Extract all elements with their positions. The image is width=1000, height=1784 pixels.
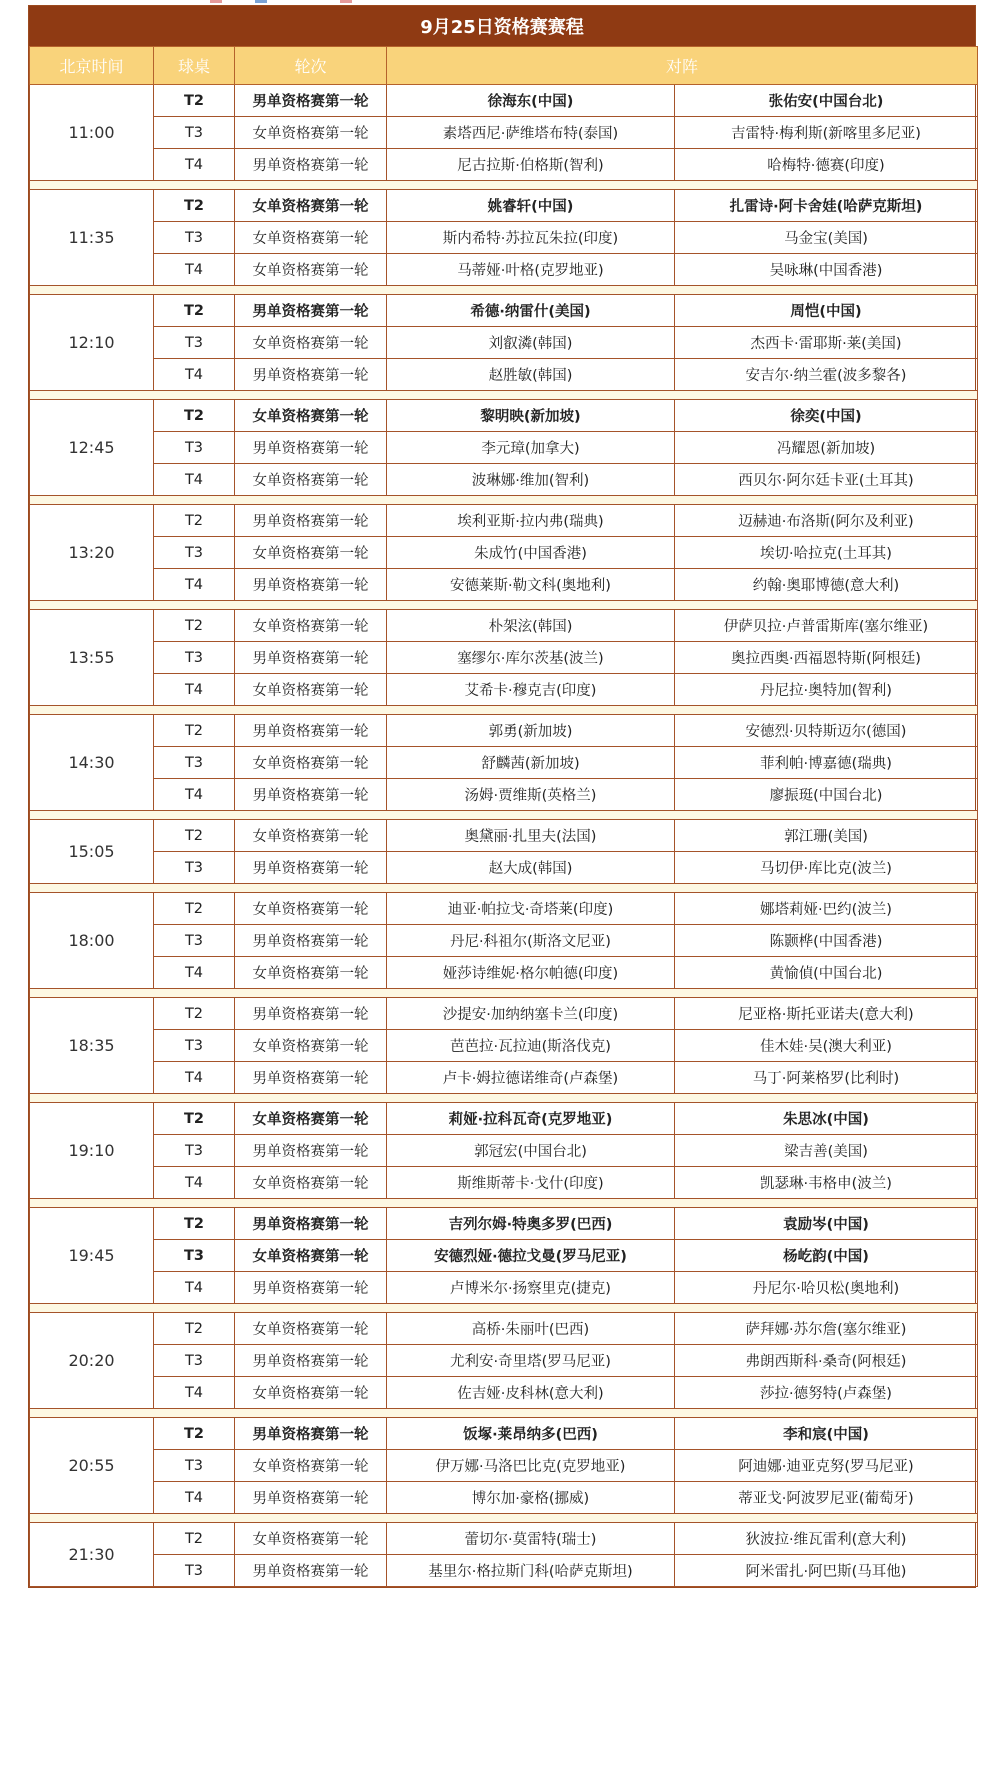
player-2: 莎拉·德努特(卢森堡) <box>675 1377 978 1409</box>
match-round: 女单资格赛第一轮 <box>235 957 387 989</box>
match-row <box>30 464 978 496</box>
match-row <box>30 222 978 254</box>
spacer-cell <box>30 286 978 295</box>
match-round: 女单资格赛第一轮 <box>235 1313 387 1345</box>
spacer-cell <box>30 1094 978 1103</box>
match-table: T2 <box>154 1523 235 1555</box>
player-1: 芭芭拉·瓦拉迪(斯洛伐克) <box>387 1030 675 1062</box>
player-1: 郭冠宏(中国台北) <box>387 1135 675 1167</box>
match-round: 女单资格赛第一轮 <box>235 117 387 149</box>
player-2: 徐奕(中国) <box>675 400 978 432</box>
match-row <box>30 295 978 327</box>
spacer-cell <box>30 706 978 715</box>
player-2: 约翰·奥耶博德(意大利) <box>675 569 978 601</box>
top-edge-marks <box>210 0 410 3</box>
spacer-cell <box>30 989 978 998</box>
match-round: 女单资格赛第一轮 <box>235 1523 387 1555</box>
schedule-body <box>30 85 978 1587</box>
match-round: 男单资格赛第一轮 <box>235 1482 387 1514</box>
group-spacer <box>30 884 978 893</box>
spacer-cell <box>30 1199 978 1208</box>
spacer-cell <box>30 181 978 190</box>
match-round: 女单资格赛第一轮 <box>235 1167 387 1199</box>
match-row <box>30 1523 978 1555</box>
player-2: 李和宸(中国) <box>675 1418 978 1450</box>
match-table: T3 <box>154 925 235 957</box>
match-row <box>30 190 978 222</box>
player-1: 娅莎诗维妮·格尔帕德(印度) <box>387 957 675 989</box>
match-round: 女单资格赛第一轮 <box>235 254 387 286</box>
match-row <box>30 1272 978 1304</box>
spacer-cell <box>30 811 978 820</box>
match-round: 女单资格赛第一轮 <box>235 400 387 432</box>
player-1: 塞缪尔·库尔茨基(波兰) <box>387 642 675 674</box>
player-1: 埃利亚斯·拉内弗(瑞典) <box>387 505 675 537</box>
match-round: 女单资格赛第一轮 <box>235 537 387 569</box>
player-2: 安吉尔·纳兰霍(波多黎各) <box>675 359 978 391</box>
match-table: T3 <box>154 1240 235 1272</box>
player-2: 黄愉偵(中国台北) <box>675 957 978 989</box>
match-row <box>30 569 978 601</box>
match-round: 男单资格赛第一轮 <box>235 359 387 391</box>
player-1: 斯内希特·苏拉瓦朱拉(印度) <box>387 222 675 254</box>
match-round: 女单资格赛第一轮 <box>235 893 387 925</box>
player-1: 朴架泫(韩国) <box>387 610 675 642</box>
spacer-cell <box>30 391 978 400</box>
player-1: 艾希卡·穆克吉(印度) <box>387 674 675 706</box>
player-2: 陈颢桦(中国香港) <box>675 925 978 957</box>
match-table: T4 <box>154 359 235 391</box>
match-table: T4 <box>154 1167 235 1199</box>
match-time: 11:00 <box>30 85 154 181</box>
match-table: T2 <box>154 715 235 747</box>
player-1: 黎明映(新加坡) <box>387 400 675 432</box>
match-table: T3 <box>154 747 235 779</box>
player-2: 奥拉西奥·西福恩特斯(阿根廷) <box>675 642 978 674</box>
player-1: 尤利安·奇里塔(罗马尼亚) <box>387 1345 675 1377</box>
match-round: 男单资格赛第一轮 <box>235 1555 387 1587</box>
player-2: 埃切·哈拉克(土耳其) <box>675 537 978 569</box>
spacer-cell <box>30 884 978 893</box>
match-row <box>30 85 978 117</box>
player-1: 舒麟茜(新加坡) <box>387 747 675 779</box>
match-table: T2 <box>154 400 235 432</box>
player-2: 哈梅特·德赛(印度) <box>675 149 978 181</box>
player-1: 朱成竹(中国香港) <box>387 537 675 569</box>
player-2: 菲利帕·博嘉德(瑞典) <box>675 747 978 779</box>
group-spacer <box>30 1304 978 1313</box>
player-2: 狄波拉·维瓦雷利(意大利) <box>675 1523 978 1555</box>
player-1: 卢卡·姆拉德诺维奇(卢森堡) <box>387 1062 675 1094</box>
player-1: 蕾切尔·莫雷特(瑞士) <box>387 1523 675 1555</box>
match-row <box>30 1030 978 1062</box>
header-table: 球桌 <box>154 47 235 85</box>
player-1: 李元璋(加拿大) <box>387 432 675 464</box>
match-table: T3 <box>154 222 235 254</box>
match-row <box>30 779 978 811</box>
match-row <box>30 642 978 674</box>
player-1: 丹尼·科祖尔(斯洛文尼亚) <box>387 925 675 957</box>
player-2: 马切伊·库比克(波兰) <box>675 852 978 884</box>
player-2: 佳木娃·吴(澳大利亚) <box>675 1030 978 1062</box>
match-round: 女单资格赛第一轮 <box>235 610 387 642</box>
match-row <box>30 537 978 569</box>
header-round: 轮次 <box>235 47 387 85</box>
player-2: 吉雷特·梅利斯(新喀里多尼亚) <box>675 117 978 149</box>
match-time: 13:20 <box>30 505 154 601</box>
player-2: 伊萨贝拉·卢普雷斯库(塞尔维亚) <box>675 610 978 642</box>
match-row <box>30 505 978 537</box>
match-table: T4 <box>154 149 235 181</box>
player-1: 尼古拉斯·伯格斯(智利) <box>387 149 675 181</box>
player-1: 沙提安·加纳纳塞卡兰(印度) <box>387 998 675 1030</box>
match-row <box>30 852 978 884</box>
spacer-cell <box>30 1304 978 1313</box>
match-table: T2 <box>154 85 235 117</box>
player-2: 袁励岑(中国) <box>675 1208 978 1240</box>
player-2: 朱思冰(中国) <box>675 1103 978 1135</box>
player-1: 吉列尔姆·特奥多罗(巴西) <box>387 1208 675 1240</box>
match-row <box>30 820 978 852</box>
player-2: 娜塔莉娅·巴约(波兰) <box>675 893 978 925</box>
match-row <box>30 610 978 642</box>
match-round: 男单资格赛第一轮 <box>235 85 387 117</box>
group-spacer <box>30 601 978 610</box>
spacer-cell <box>30 601 978 610</box>
player-2: 扎雷诗·阿卡舍娃(哈萨克斯坦) <box>675 190 978 222</box>
match-round: 女单资格赛第一轮 <box>235 222 387 254</box>
match-round: 男单资格赛第一轮 <box>235 779 387 811</box>
header-row <box>30 47 978 85</box>
player-2: 西贝尔·阿尔廷卡亚(土耳其) <box>675 464 978 496</box>
match-table: T4 <box>154 1377 235 1409</box>
group-spacer <box>30 1514 978 1523</box>
match-row <box>30 254 978 286</box>
header-time: 北京时间 <box>30 47 154 85</box>
match-row <box>30 327 978 359</box>
match-table: T3 <box>154 117 235 149</box>
match-time: 20:20 <box>30 1313 154 1409</box>
match-row <box>30 1555 978 1587</box>
group-spacer <box>30 706 978 715</box>
match-row <box>30 925 978 957</box>
match-table: T2 <box>154 1103 235 1135</box>
match-row <box>30 674 978 706</box>
match-table: T2 <box>154 190 235 222</box>
player-1: 赵大成(韩国) <box>387 852 675 884</box>
match-table: T4 <box>154 569 235 601</box>
spacer-cell <box>30 1514 978 1523</box>
match-time: 12:45 <box>30 400 154 496</box>
group-spacer <box>30 496 978 505</box>
group-spacer <box>30 1409 978 1418</box>
player-2: 阿米雷扎·阿巴斯(马耳他) <box>675 1555 978 1587</box>
match-row <box>30 747 978 779</box>
match-table: T3 <box>154 1555 235 1587</box>
player-1: 姚睿轩(中国) <box>387 190 675 222</box>
match-time: 21:30 <box>30 1523 154 1587</box>
match-round: 女单资格赛第一轮 <box>235 1030 387 1062</box>
schedule-table-container <box>28 5 976 1588</box>
player-1: 赵胜敏(韩国) <box>387 359 675 391</box>
match-table: T4 <box>154 1062 235 1094</box>
match-table: T2 <box>154 893 235 925</box>
match-round: 男单资格赛第一轮 <box>235 1345 387 1377</box>
match-table: T3 <box>154 642 235 674</box>
player-1: 徐海东(中国) <box>387 85 675 117</box>
match-round: 男单资格赛第一轮 <box>235 852 387 884</box>
match-round: 男单资格赛第一轮 <box>235 1062 387 1094</box>
player-1: 卢博米尔·扬察里克(捷克) <box>387 1272 675 1304</box>
match-round: 女单资格赛第一轮 <box>235 1450 387 1482</box>
player-1: 希德·纳雷什(美国) <box>387 295 675 327</box>
match-round: 女单资格赛第一轮 <box>235 674 387 706</box>
match-table: T2 <box>154 1418 235 1450</box>
match-round: 男单资格赛第一轮 <box>235 1135 387 1167</box>
player-2: 弗朗西斯科·桑奇(阿根廷) <box>675 1345 978 1377</box>
player-2: 梁吉善(美国) <box>675 1135 978 1167</box>
match-round: 男单资格赛第一轮 <box>235 149 387 181</box>
match-table: T2 <box>154 1313 235 1345</box>
match-table: T4 <box>154 1272 235 1304</box>
match-table: T2 <box>154 998 235 1030</box>
player-2: 迈赫迪·布洛斯(阿尔及利亚) <box>675 505 978 537</box>
match-table: T2 <box>154 505 235 537</box>
match-table: T3 <box>154 327 235 359</box>
player-2: 安德烈·贝特斯迈尔(德国) <box>675 715 978 747</box>
match-round: 男单资格赛第一轮 <box>235 642 387 674</box>
group-spacer <box>30 181 978 190</box>
match-table: T3 <box>154 432 235 464</box>
player-1: 安德烈娅·德拉戈曼(罗马尼亚) <box>387 1240 675 1272</box>
player-1: 素塔西尼·萨维塔布特(泰国) <box>387 117 675 149</box>
player-1: 安德莱斯·勒文科(奥地利) <box>387 569 675 601</box>
match-round: 男单资格赛第一轮 <box>235 715 387 747</box>
match-row <box>30 1167 978 1199</box>
match-round: 男单资格赛第一轮 <box>235 505 387 537</box>
match-table: T3 <box>154 1030 235 1062</box>
player-2: 吴咏琳(中国香港) <box>675 254 978 286</box>
spacer-cell <box>30 496 978 505</box>
match-time: 19:45 <box>30 1208 154 1304</box>
match-time: 14:30 <box>30 715 154 811</box>
match-round: 男单资格赛第一轮 <box>235 925 387 957</box>
player-1: 斯维斯蒂卡·戈什(印度) <box>387 1167 675 1199</box>
group-spacer <box>30 1094 978 1103</box>
match-round: 男单资格赛第一轮 <box>235 1272 387 1304</box>
player-2: 丹尼拉·奥特加(智利) <box>675 674 978 706</box>
match-row <box>30 1062 978 1094</box>
player-1: 佐吉娅·皮科林(意大利) <box>387 1377 675 1409</box>
spacer-cell <box>30 1409 978 1418</box>
match-round: 女单资格赛第一轮 <box>235 1377 387 1409</box>
player-2: 廖振珽(中国台北) <box>675 779 978 811</box>
player-2: 萨拜娜·苏尔詹(塞尔维亚) <box>675 1313 978 1345</box>
match-table: T2 <box>154 295 235 327</box>
match-row <box>30 1345 978 1377</box>
player-2: 张佑安(中国台北) <box>675 85 978 117</box>
player-1: 博尔加·豪格(挪威) <box>387 1482 675 1514</box>
match-round: 男单资格赛第一轮 <box>235 998 387 1030</box>
match-round: 男单资格赛第一轮 <box>235 569 387 601</box>
match-row <box>30 1313 978 1345</box>
group-spacer <box>30 989 978 998</box>
match-round: 女单资格赛第一轮 <box>235 464 387 496</box>
match-row <box>30 1450 978 1482</box>
match-table: T3 <box>154 537 235 569</box>
player-2: 马丁·阿莱格罗(比利时) <box>675 1062 978 1094</box>
match-row <box>30 1418 978 1450</box>
match-round: 男单资格赛第一轮 <box>235 295 387 327</box>
match-row <box>30 1208 978 1240</box>
match-table: T4 <box>154 957 235 989</box>
group-spacer <box>30 286 978 295</box>
match-table: T2 <box>154 820 235 852</box>
match-row <box>30 117 978 149</box>
match-row <box>30 893 978 925</box>
match-table: T4 <box>154 779 235 811</box>
match-table: T3 <box>154 1450 235 1482</box>
match-time: 19:10 <box>30 1103 154 1199</box>
player-2: 丹尼尔·哈贝松(奥地利) <box>675 1272 978 1304</box>
player-2: 杰西卡·雷耶斯·莱(美国) <box>675 327 978 359</box>
group-spacer <box>30 811 978 820</box>
match-row <box>30 1482 978 1514</box>
player-1: 刘叡潾(韩国) <box>387 327 675 359</box>
match-table: T2 <box>154 610 235 642</box>
header-matchup: 对阵 <box>387 47 978 85</box>
match-table: T4 <box>154 674 235 706</box>
match-round: 女单资格赛第一轮 <box>235 190 387 222</box>
match-row <box>30 359 978 391</box>
match-row <box>30 715 978 747</box>
match-time: 15:05 <box>30 820 154 884</box>
player-2: 冯耀恩(新加坡) <box>675 432 978 464</box>
match-table: T4 <box>154 254 235 286</box>
match-round: 男单资格赛第一轮 <box>235 432 387 464</box>
match-time: 13:55 <box>30 610 154 706</box>
match-row <box>30 998 978 1030</box>
player-1: 汤姆·贾维斯(英格兰) <box>387 779 675 811</box>
match-round: 女单资格赛第一轮 <box>235 820 387 852</box>
match-round: 女单资格赛第一轮 <box>235 1240 387 1272</box>
group-spacer <box>30 391 978 400</box>
match-round: 男单资格赛第一轮 <box>235 1208 387 1240</box>
match-time: 12:10 <box>30 295 154 391</box>
player-2: 阿迪娜·迪亚克努(罗马尼亚) <box>675 1450 978 1482</box>
player-2: 周恺(中国) <box>675 295 978 327</box>
player-2: 凯瑟琳·韦格申(波兰) <box>675 1167 978 1199</box>
match-row <box>30 1103 978 1135</box>
player-1: 奥黛丽·扎里夫(法国) <box>387 820 675 852</box>
match-row <box>30 1377 978 1409</box>
player-1: 马蒂娅·叶格(克罗地亚) <box>387 254 675 286</box>
player-2: 尼亚格·斯托亚诺夫(意大利) <box>675 998 978 1030</box>
player-1: 伊万娜·马洛巴比克(克罗地亚) <box>387 1450 675 1482</box>
player-1: 迪亚·帕拉戈·奇塔莱(印度) <box>387 893 675 925</box>
match-time: 20:55 <box>30 1418 154 1514</box>
match-time: 18:35 <box>30 998 154 1094</box>
player-1: 高桥·朱丽叶(巴西) <box>387 1313 675 1345</box>
player-1: 郭勇(新加坡) <box>387 715 675 747</box>
schedule-table <box>29 46 978 1587</box>
player-2: 杨屹韵(中国) <box>675 1240 978 1272</box>
match-table: T3 <box>154 852 235 884</box>
match-row <box>30 432 978 464</box>
match-table: T3 <box>154 1135 235 1167</box>
match-round: 女单资格赛第一轮 <box>235 327 387 359</box>
match-round: 女单资格赛第一轮 <box>235 747 387 779</box>
match-row <box>30 957 978 989</box>
player-2: 蒂亚戈·阿波罗尼亚(葡萄牙) <box>675 1482 978 1514</box>
player-1: 莉娅·拉科瓦奇(克罗地亚) <box>387 1103 675 1135</box>
match-row <box>30 1135 978 1167</box>
player-2: 马金宝(美国) <box>675 222 978 254</box>
group-spacer <box>30 1199 978 1208</box>
match-round: 男单资格赛第一轮 <box>235 1418 387 1450</box>
schedule-title: 9月25日资格赛赛程 <box>29 6 975 46</box>
match-round: 女单资格赛第一轮 <box>235 1103 387 1135</box>
match-time: 18:00 <box>30 893 154 989</box>
match-table: T4 <box>154 464 235 496</box>
player-1: 饭塚·莱昂纳多(巴西) <box>387 1418 675 1450</box>
match-row <box>30 400 978 432</box>
match-time: 11:35 <box>30 190 154 286</box>
player-1: 波琳娜·维加(智利) <box>387 464 675 496</box>
player-2: 郭江珊(美国) <box>675 820 978 852</box>
match-table: T3 <box>154 1345 235 1377</box>
match-table: T4 <box>154 1482 235 1514</box>
match-row <box>30 1240 978 1272</box>
match-row <box>30 149 978 181</box>
player-1: 基里尔·格拉斯门科(哈萨克斯坦) <box>387 1555 675 1587</box>
match-table: T2 <box>154 1208 235 1240</box>
